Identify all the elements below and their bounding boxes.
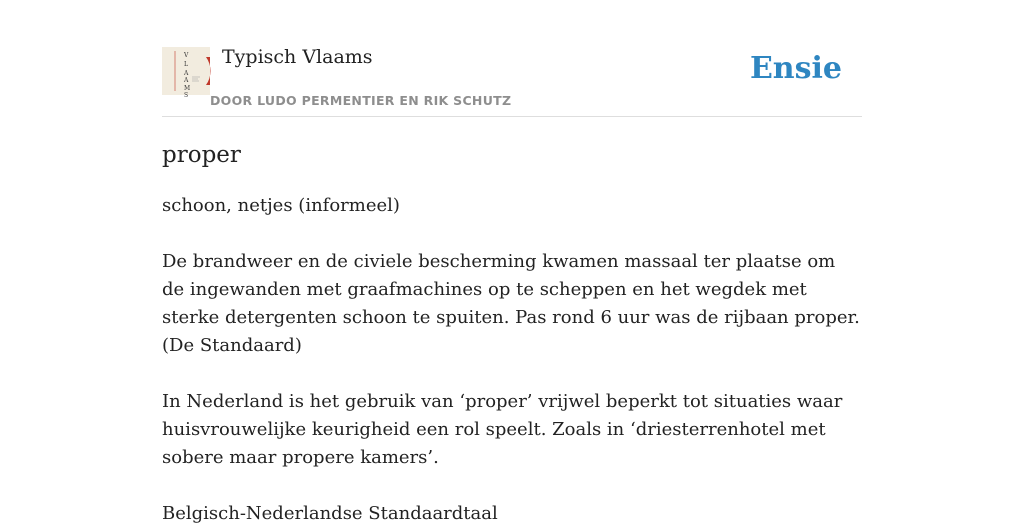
- book-title[interactable]: Typisch Vlaams: [222, 46, 373, 68]
- svg-text:A: A: [184, 77, 189, 84]
- entry-content: [162, 138, 862, 528]
- book-cover-avatar[interactable]: [162, 47, 210, 99]
- svg-text:V: V: [184, 52, 189, 59]
- ensie-logo-link[interactable]: Ensie: [749, 51, 842, 86]
- svg-text:L: L: [184, 61, 188, 68]
- header: [162, 44, 862, 117]
- svg-text:M: M: [184, 85, 191, 92]
- entry-body: schoon, netjes (informeel) De brandweer en de civiele bescherming kwamen massaal ter plaatse om de ingewanden met graafmachines op te scheppen en het wegdek met sterke detergenten schoon te spuiten. Pas rond 6 uur was de rijbaan proper. (De Standaard) In Nederland is het gebruik van ‘proper’ vrijwel beperkt tot situaties waar huisvrouwelijke keurigheid een rol speelt. Zoals in ‘driesterrenhotel met sobere maar propere kamers’. Belgisch-Nederlandse Standaardtaal: [162, 195, 860, 524]
- entry-term: proper: [162, 142, 241, 168]
- svg-text:A: A: [184, 70, 189, 77]
- authors-byline: DOOR LUDO PERMENTIER EN RIK SCHUTZ: [210, 93, 512, 108]
- book-cover-icon: [162, 47, 210, 99]
- svg-text:S: S: [184, 92, 189, 99]
